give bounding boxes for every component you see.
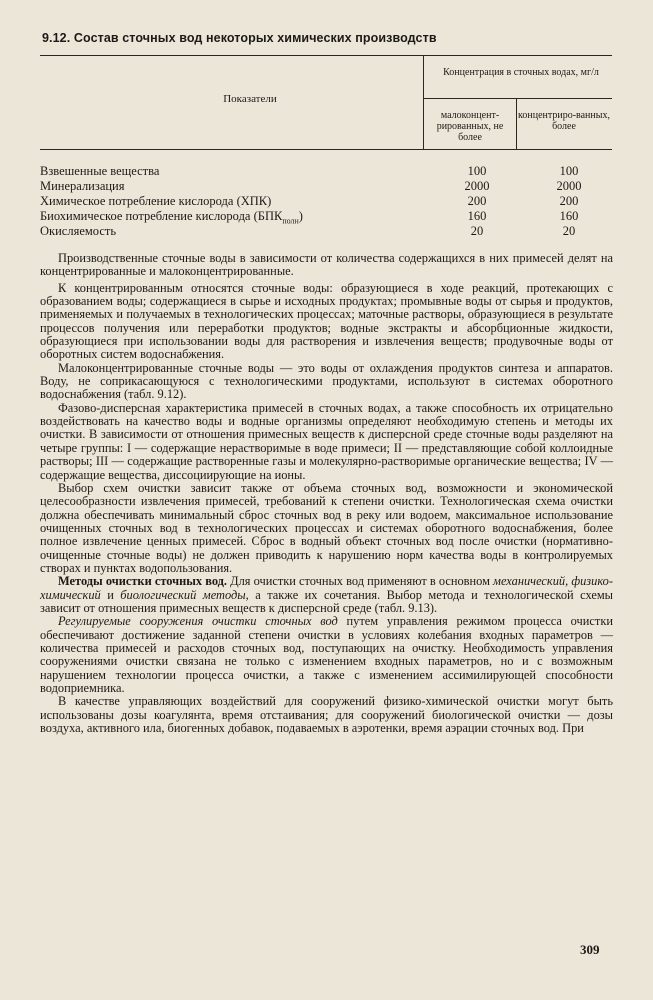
paragraph-text: Для очистки сточных вод применяют в основном: [227, 574, 494, 589]
paragraph-text: а также их сочетания. Выбор метода и технологической схемы зависит от отношения примесных веществ к дисперсной среде (табл. 9.13).: [40, 587, 613, 615]
row-name: Химическое потребление кислорода (ХПК): [40, 194, 272, 208]
row-low: 100: [467, 164, 487, 178]
header-indicator: Показатели: [223, 93, 277, 105]
body-text: [40, 252, 613, 735]
italic-term: физико-химический: [40, 574, 613, 602]
paragraph: В качестве управляющих воздействий для сооружений физико-химической очистки могут быть использованы дозы коагулянта, время отстаивания; для сооружений биологической очистки — дозы воздуха, активного ила, биогенных добавок, подаваемых в аэротенки, время аэрации сточных вод. При: [40, 694, 613, 736]
table-title: 9.12. Состав сточных вод некоторых химических производств: [42, 31, 437, 45]
row-high: 200: [559, 194, 579, 208]
paragraph: [40, 575, 613, 615]
row-high: 2000: [556, 179, 582, 193]
row-low: 160: [467, 209, 487, 223]
row-name-tail: ): [298, 209, 303, 223]
table-top-rule: [40, 55, 612, 56]
paragraph: К концентрированным относятся сточные воды: образующиеся в ходе реакций, протекающих с образованием воды; содержащиеся в сырье и исходных продуктах; промывные воды от сырья и продуктов, применяемых и получаемых в технологических процессах; маточные растворы, образующиеся в результате процессов получения или переработки продуктов; водные экстракты и абсорбционные жидкости, образующиеся при использовании воды для растворения и извлечения веществ; продувочные воды от оборотных систем водоснабжения.: [40, 280, 613, 362]
row-name-main: Биохимическое потребление кислорода (БПК: [40, 209, 283, 223]
row-low: 2000: [464, 179, 490, 193]
table-header-rule: [40, 149, 612, 150]
paragraph-text: и: [100, 587, 121, 602]
row-low: 200: [467, 194, 487, 208]
italic-term: механический,: [493, 574, 569, 589]
section-lead: Методы очистки сточных вод.: [58, 574, 228, 589]
row-high: 20: [562, 224, 576, 238]
italic-term: Регулируемые сооружения очистки сточных вод: [58, 614, 338, 629]
row-high: 100: [559, 164, 579, 178]
header-high: концентриро-ванных, более: [518, 110, 610, 132]
italic-term: биологический методы,: [120, 587, 249, 602]
paragraph: [40, 615, 613, 695]
header-low: малоконцент-рированных, не более: [436, 110, 504, 143]
row-name: Минерализация: [40, 179, 125, 193]
row-name: Взвешенные вещества: [40, 164, 160, 178]
paragraph: Фазово-дисперсная характеристика примесей в сточных водах, а также способность их отрицательно воздействовать на качество воды и водные организмы определяют необходимую степень и методы их очистки. В зависимости от отношения примесных веществ к дисперсной среде сточные воды разделяют на четыре группы: I — содержащие нерастворимые в воде примеси; II — представляющие собой коллоидные растворы; III — содержащие растворенные газы и молекулярно-растворимые органические вещества; IV — содержащие вещества, диссоциирующие на ионы.: [40, 400, 613, 482]
paragraph: Малоконцентрированные сточные воды — это воды от охлаждения продуктов синтеза и аппаратов. Воду, не соприкасающуюся с технологическими продуктами, используют в системах оборотного водоснабжения (табл. 9.12).: [40, 360, 613, 402]
paragraph: Производственные сточные воды в зависимости от количества содержащихся в них примесей делят на концентрированные и малоконцентрированные.: [40, 251, 613, 279]
table-column-divider: [423, 55, 424, 149]
paragraph-text: путем управления режимом процесса очистки обеспечивают достижение заданной степени очистки в условиях колебания входных параметров — количества примесей и расходов сточных вод, поступающих на очистку. Необходимость управления сооружениями очистки связана не только с изменением входных параметров, но и с возможным нарушением технологии процесса очистки, а также с изменением ассимилирующей способности водоприемника.: [40, 614, 613, 695]
table-subcolumn-divider: [516, 98, 517, 149]
row-high: 160: [559, 209, 579, 223]
row-name-subscript: полн: [282, 216, 299, 226]
paragraph: Выбор схем очистки зависит также от объема сточных вод, возможности и экономической целесообразности извлечения примесей, требований к степени очистки. Технологическая схема очистки должна обеспечивать минимальный сброс сточных вод в реку или водоем, максимальное использование очищенных сточных вод в технологических процессах и системах оборотного водоснабжения, более полное извлечение ценных примесей. Сброс в водный объект сточных вод после очистки (нормативно-очищенные сточные воды) не должен приводить к нарушению норм качества воды в контролируемых створах и пунктах водопользования.: [40, 480, 613, 575]
row-name: Окисляемость: [40, 224, 117, 238]
header-concentration: Концентрация в сточных водах, мг/л: [443, 67, 599, 78]
page-number: 309: [580, 942, 600, 957]
row-low: 20: [470, 224, 484, 238]
table-subheader-rule: [424, 98, 612, 99]
